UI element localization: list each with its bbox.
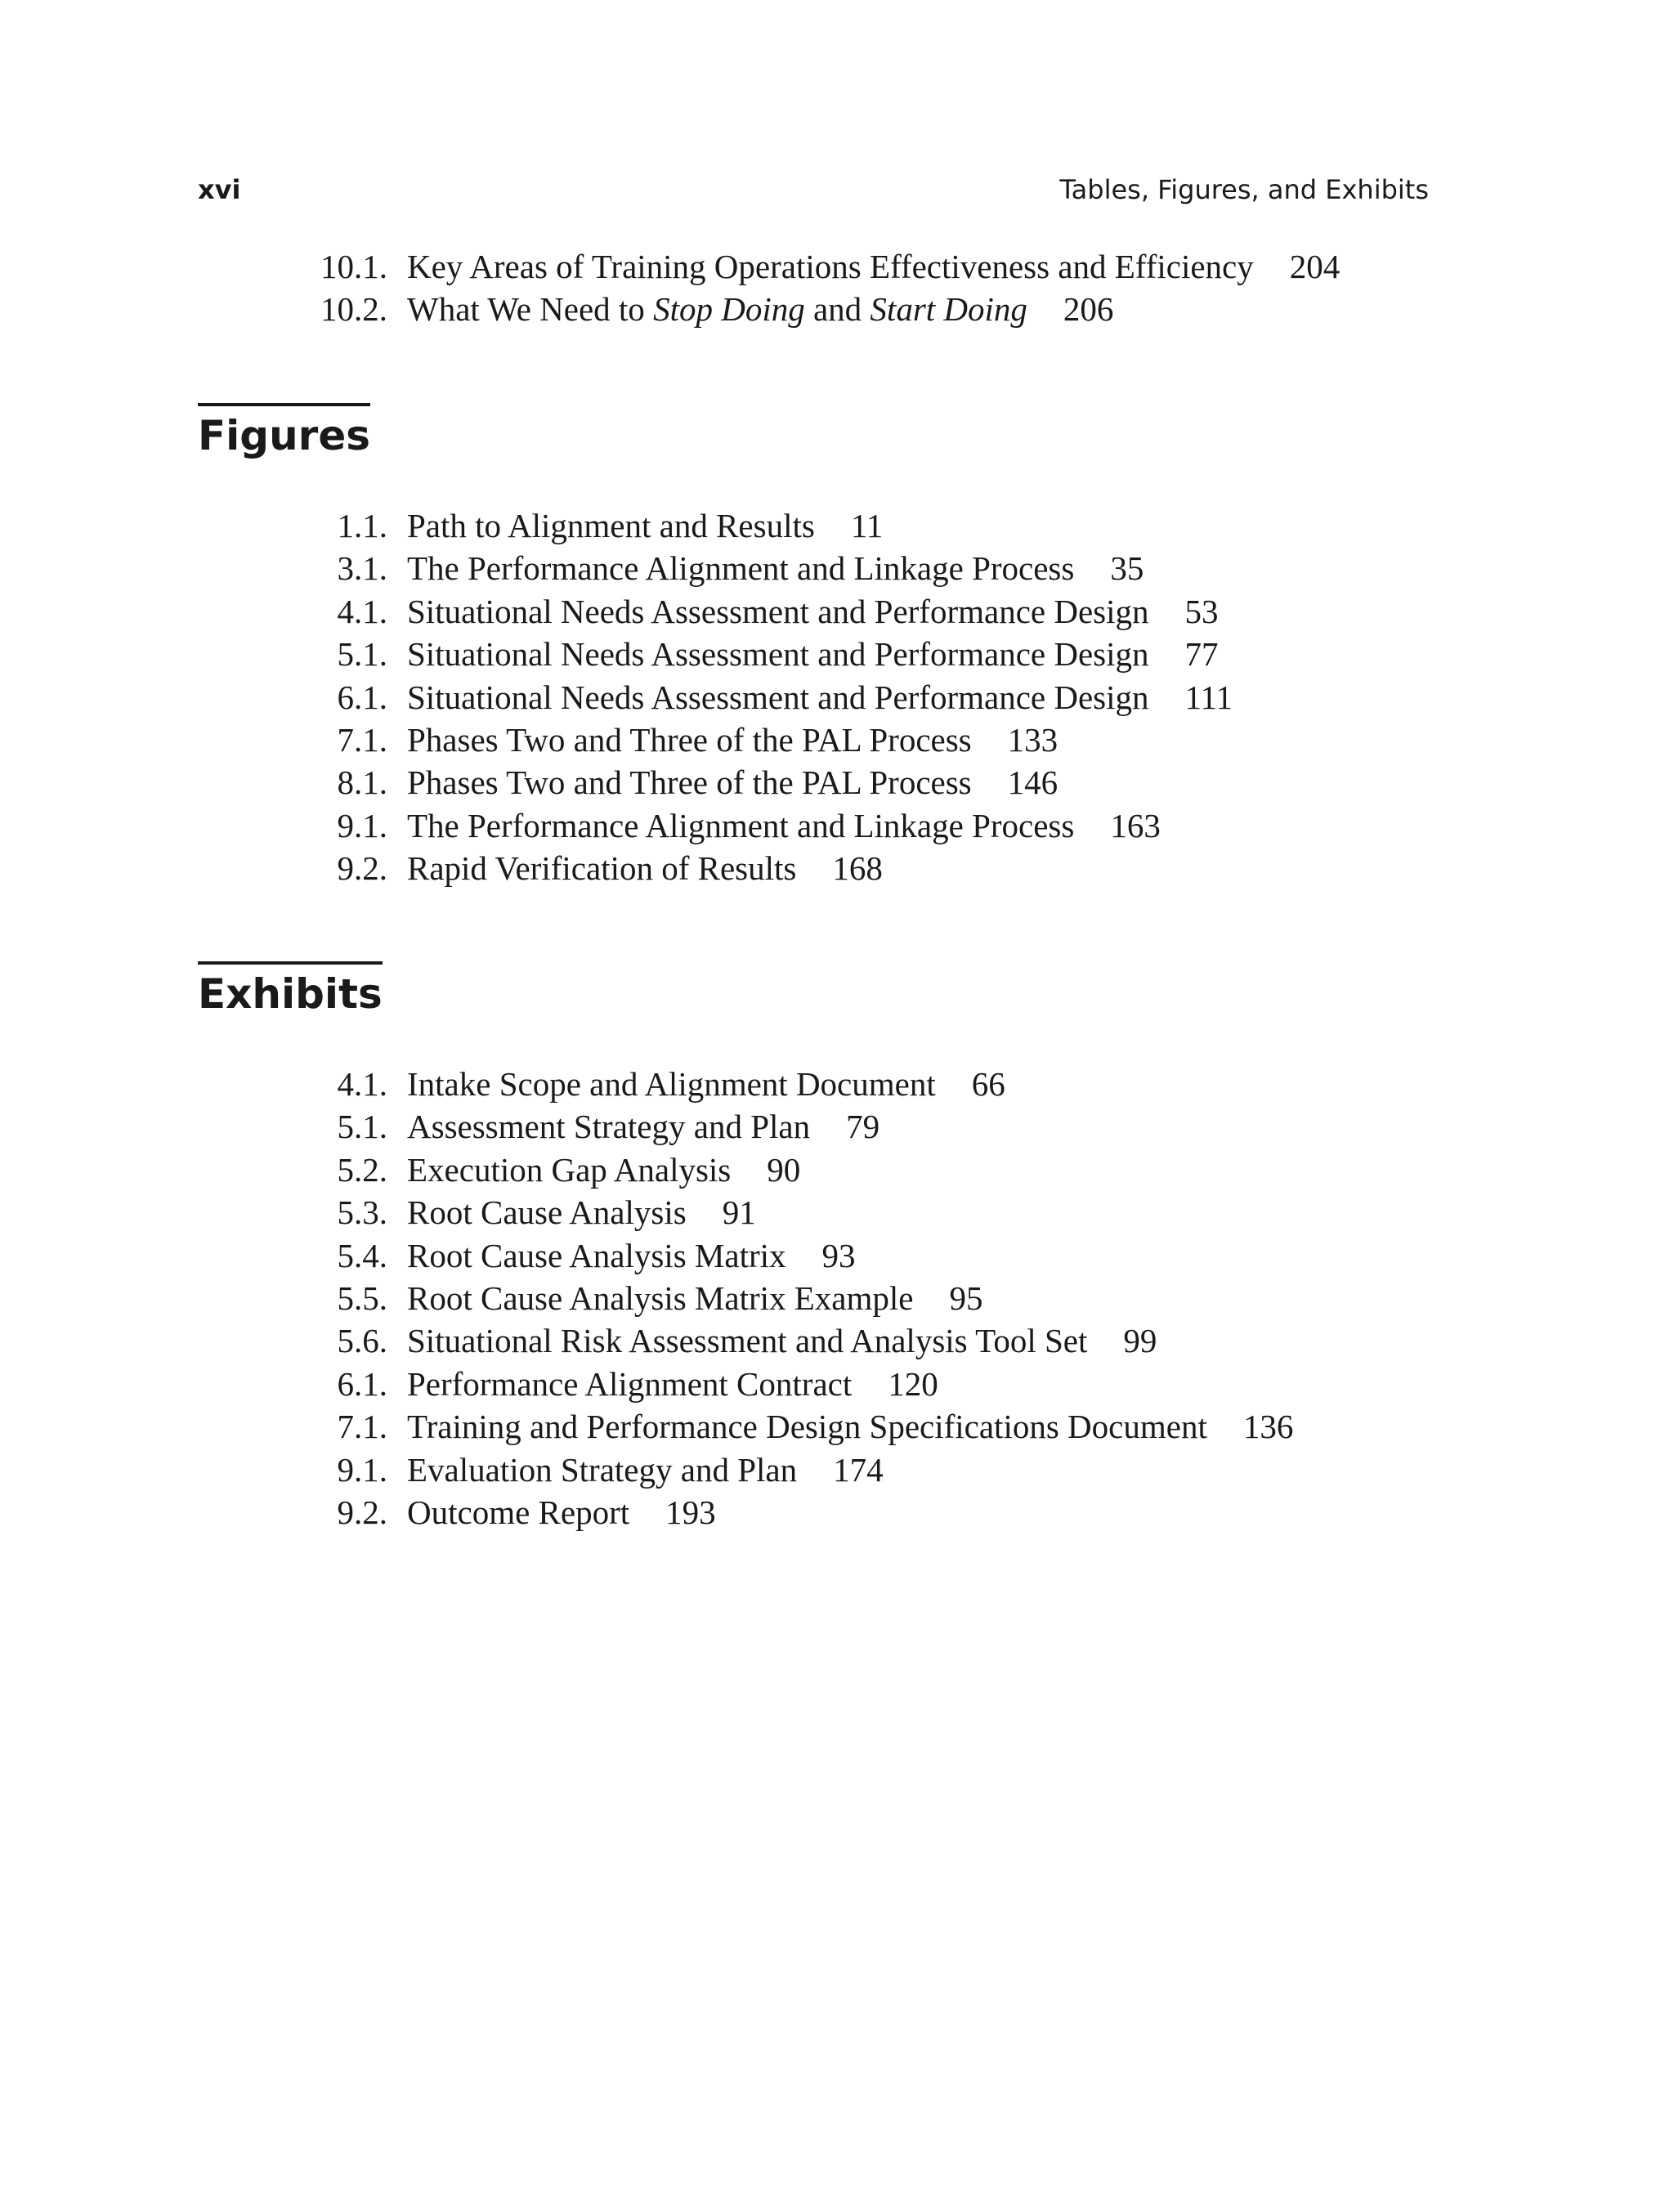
entry-page-number: 146 [1007,763,1059,802]
entry-title: Evaluation Strategy and Plan [407,1450,798,1489]
exhibit-entry [198,1405,1576,1448]
entry-number: 10.2. [320,290,387,329]
entry-title: Root Cause Analysis [407,1193,687,1232]
entry-page-number: 99 [1123,1322,1157,1360]
entry-number: 6.1. [337,1364,387,1403]
entry-title: Path to Alignment and Results [407,507,815,544]
entry-page-number: 93 [821,1236,856,1274]
entry-page-number: 95 [949,1278,983,1317]
entry-number: 9.2. [337,849,387,888]
entry-page-number: 77 [1184,635,1219,674]
entry-page-number: 193 [665,1493,716,1531]
entry-page-number: 53 [1184,592,1219,630]
entry-page-number: 206 [1063,290,1114,329]
figure-entry [198,504,1576,547]
entry-page-number: 79 [846,1108,880,1146]
entry-page-number: 168 [832,849,883,888]
table-entry [198,245,1576,288]
entry-title: Situational Needs Assessment and Performance Design [407,678,1149,716]
exhibit-entry [198,1449,1576,1491]
entry-number: 9.1. [337,806,387,844]
figure-entry [198,804,1576,847]
entry-number: 3.1. [337,549,387,588]
entry-title: Situational Needs Assessment and Performance Design [407,592,1149,630]
entry-number: 5.2. [337,1150,387,1189]
entry-number: 7.1. [337,1408,387,1446]
entry-page-number: 11 [850,507,884,544]
entry-page-number: 35 [1110,549,1144,588]
entry-title: Intake Scope and Alignment Document [407,1065,936,1103]
entry-page-number: 174 [833,1450,884,1489]
entry-page-number: 120 [888,1364,938,1403]
entry-title: Execution Gap Analysis [407,1150,732,1189]
figure-entry [198,590,1576,633]
entry-number: 6.1. [337,678,387,716]
exhibit-entry [198,1063,1576,1105]
entry-title: Phases Two and Three of the PAL Process [407,763,972,802]
entry-title: Root Cause Analysis Matrix Example [407,1278,914,1317]
tables-list-continued [198,245,1576,331]
table-entry [198,288,1576,330]
entry-title: Phases Two and Three of the PAL Process [407,720,972,759]
entry-number: 5.3. [337,1193,387,1232]
entry-title: What We Need to Stop Doing and Start Doing [407,290,1027,329]
entry-number: 9.1. [337,1450,387,1489]
entry-number: 4.1. [337,1065,387,1103]
entry-page-number: 91 [722,1193,756,1232]
entry-number: 5.1. [337,1108,387,1146]
figure-entry [198,676,1576,719]
entry-number: 5.6. [337,1322,387,1360]
entry-title: Key Areas of Training Operations Effectiveness and Efficiency [407,248,1254,285]
entry-title: Situational Needs Assessment and Performance Design [407,635,1149,674]
entry-number: 7.1. [337,720,387,759]
figure-entry [198,719,1576,761]
entry-title: The Performance Alignment and Linkage Process [407,549,1075,588]
entry-number: 1.1. [337,507,387,544]
entry-page-number: 163 [1110,806,1161,844]
entry-title: Root Cause Analysis Matrix [407,1236,786,1274]
entry-number: 4.1. [337,592,387,630]
exhibit-entry [198,1191,1576,1234]
entry-number: 5.4. [337,1236,387,1274]
entry-number: 9.2. [337,1493,387,1531]
exhibit-entry [198,1277,1576,1319]
entry-title: Situational Risk Assessment and Analysis Tool Set [407,1322,1088,1360]
entry-title: Assessment Strategy and Plan [407,1108,811,1146]
entry-number: 10.1. [320,248,387,285]
entry-page-number: 204 [1289,248,1341,285]
entry-title: Performance Alignment Contract [407,1364,853,1403]
figure-entry [198,633,1576,675]
figure-entry [198,847,1576,889]
running-title: Tables, Figures, and Exhibits [1059,174,1429,205]
exhibit-entry [198,1149,1576,1191]
figures-list [198,504,1576,890]
entry-page-number: 111 [1184,678,1233,716]
figures-heading: Figures [198,403,370,460]
entry-page-number: 90 [767,1150,801,1189]
figure-entry [198,547,1576,589]
running-head [198,173,1429,206]
exhibit-entry [198,1491,1576,1534]
exhibits-heading: Exhibits [198,961,383,1019]
entry-page-number: 136 [1242,1408,1294,1446]
exhibits-list [198,1063,1576,1534]
page-folio: xvi [198,174,241,205]
entry-title: Outcome Report [407,1493,630,1531]
entry-title: The Performance Alignment and Linkage Process [407,806,1075,844]
entry-title: Rapid Verification of Results [407,849,797,888]
figure-entry [198,761,1576,804]
exhibit-entry [198,1234,1576,1277]
entry-page-number: 133 [1007,720,1059,759]
entry-number: 8.1. [337,763,387,802]
entry-title: Training and Performance Design Specifications Document [407,1408,1207,1446]
exhibit-entry [198,1319,1576,1362]
entry-number: 5.1. [337,635,387,674]
entry-page-number: 66 [971,1065,1005,1103]
exhibit-entry [198,1105,1576,1148]
exhibit-entry [198,1363,1576,1405]
entry-number: 5.5. [337,1278,387,1317]
